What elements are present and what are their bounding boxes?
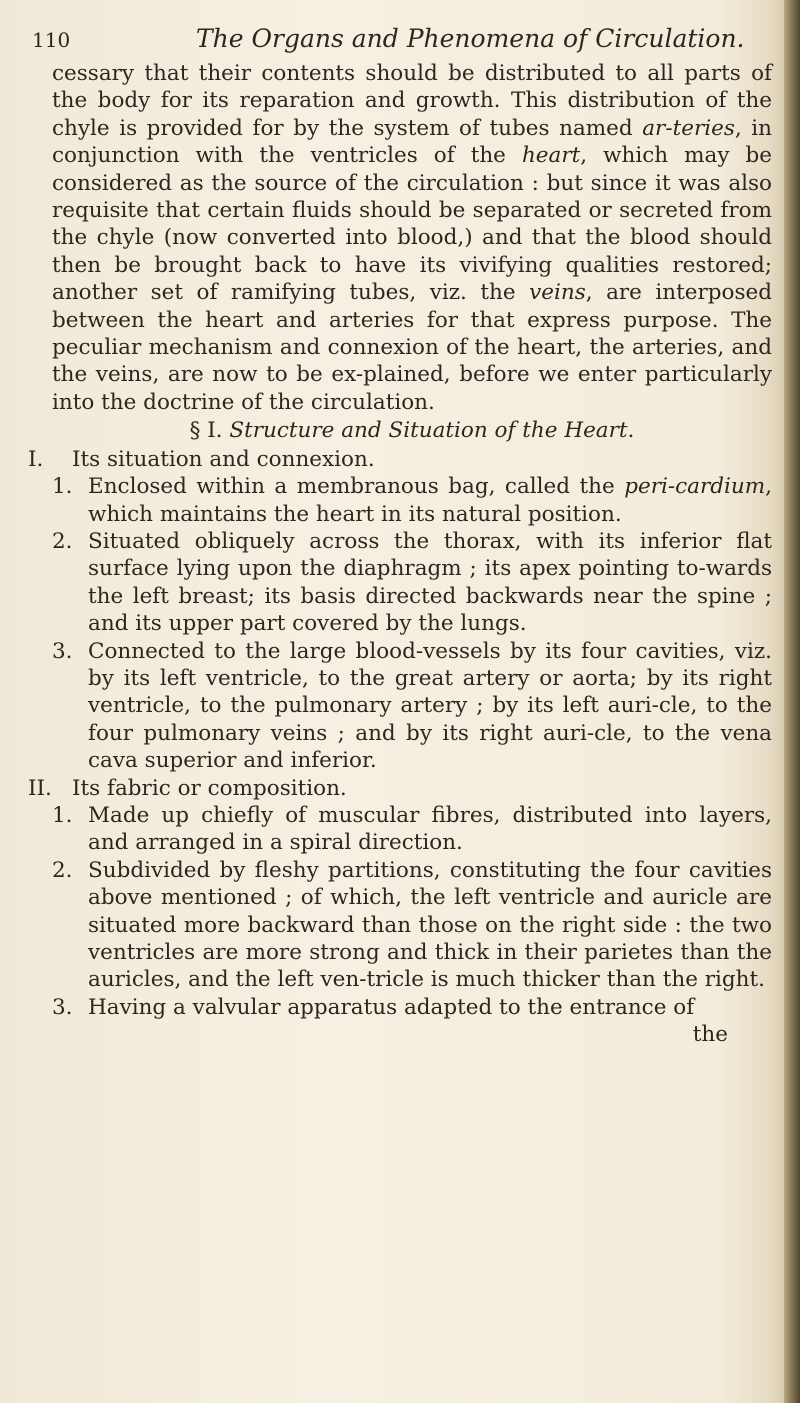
intro-paragraph: cessary that their contents should be distributed to all parts of the body for its reparation and growth. This distribution of the chyle is provided for by the system of tubes named ar-teries, in conjunction with the ventricles of the heart, which may be considered as the source of the circulation : but since it was also requisite that certain fluids should be separated or secreted from the chyle (now converted into blood,) and that the blood should then be brought back to have its vivifying qualities restored; another set of ramifying tubes, viz. the veins, are interposed between the heart and arteries for that express purpose. The peculiar mechanism and connexion of the heart, the arteries, and the veins, are now to be ex-plained, before we enter particularly into the doctrine of the circulation. [52, 61, 773, 415]
list-item: 3. Having a valvular apparatus adapted to the entrance of [52, 994, 695, 1020]
section-heading: § I. Structure and Situation of the Heart. [189, 418, 635, 444]
part-2-heading: II. Its fabric or composition. [28, 775, 347, 801]
list-item: 1. Enclosed within a membranous bag, called the peri-cardium, which maintains the heart in its natural position. [52, 474, 772, 527]
page-body [28, 60, 773, 1049]
catchword: the [692, 1022, 728, 1048]
page-number: 110 [32, 28, 71, 52]
list-item: 2. Situated obliquely across the thorax, with its inferior flat surface lying upon the diaphragm ; its apex pointing to-wards the left breast; its basis directed backwards near the spine ; and its upper part covered by the lungs. [52, 528, 772, 637]
list-item: 2. Subdivided by fleshy partitions, constituting the four cavities above mentioned ; of which, the left ventricle and auricle are situated more backward than those on the right side : the two ventricles are more strong and thick in their parietes than the auricles, and the left ven-tricle is much thicker than the right. [52, 857, 772, 993]
part-1-heading: I. Its situation and connexion. [28, 446, 375, 472]
running-title: The Organs and Phenomena of Circulation. [196, 24, 745, 53]
page-edge [784, 0, 800, 1403]
page-header [32, 22, 752, 58]
list-item: 1. Made up chiefly of muscular fibres, distributed into layers, and arranged in a spiral direction. [52, 802, 772, 856]
list-item: 3. Connected to the large blood-vessels by its four cavities, viz. by its left ventricle, to the great artery or aorta; by its right ventricle, to the pulmonary artery ; by its left auri-cle, to the four pulmonary veins ; and by its right auri-cle, to the vena cava superior and inferior. [52, 638, 772, 774]
